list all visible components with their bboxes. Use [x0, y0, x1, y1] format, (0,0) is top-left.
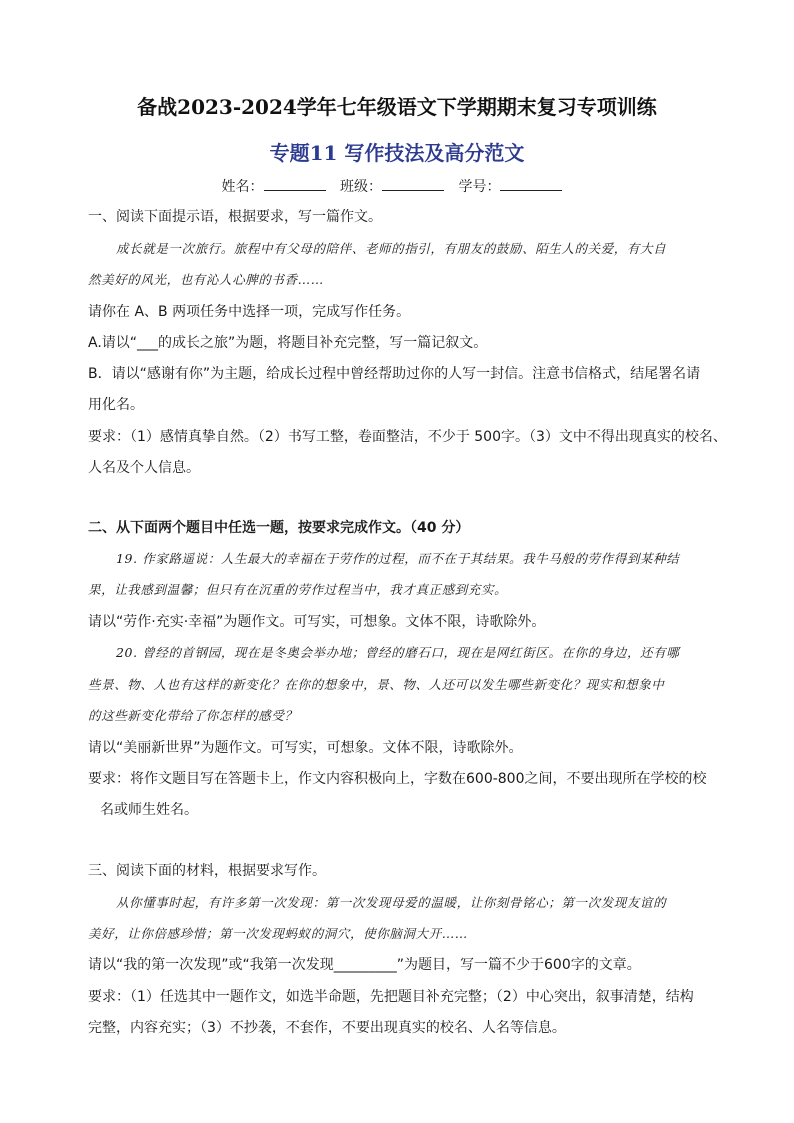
section-1-body-line: 人名及个人信息。: [88, 460, 200, 476]
section-1-prompt-line: 成长就是一次旅行。旅程中有父母的陪伴、老师的指引，有朋友的鼓励、陌生人的关爱，有大自: [116, 241, 667, 256]
id-blank[interactable]: [500, 176, 562, 191]
item-19-line: 果，让我感到温馨；但只有在沉重的劳作过程当中，我才真正感到充实。: [88, 582, 508, 597]
section-1-heading: 一、阅读下面提示语，根据要求，写一篇作文。: [88, 209, 382, 225]
section-2-requirement-line: 名或师生姓名。: [100, 802, 198, 818]
item-19-task: 请以“劳作·充实·幸福”为题作文。可写实，可想象。文体不限，诗歌除外。: [88, 614, 546, 630]
section-3-prompt-line: 从你懂事时起，有许多第一次发现：第一次发现母爱的温暖，让你刻骨铭心；第一次发现友谊的: [116, 895, 667, 910]
item-20-task: 请以“美丽新世界”为题作文。可写实，可想象。文体不限，诗歌除外。: [88, 740, 523, 756]
section-1-body-line: 要求：（1）感情真挚自然。（2）书写工整，卷面整洁，不少于 500字。（3）文中不得出现真实的校名、: [88, 429, 727, 445]
section-1-body-line: B．请以“感谢有你”为主题，给成长过程中曾经帮助过你的人写一封信。注意书信格式，结尾署名请: [88, 366, 701, 382]
section-3-prompt-line: 美好，让你倍感珍惜；第一次发现蚂蚁的洞穴，使你脑洞大开……: [88, 926, 468, 941]
section-3-task: 请以“我的第一次发现”或“我第一次发现_________”为题目，写一篇不少于600字的文章。: [88, 957, 641, 973]
item-20-line: 些景、物、人也有这样的新变化？在你的想象中，景、物、人还可以发生哪些新变化？现实和想象中: [88, 677, 665, 692]
section-2-heading: 二、从下面两个题目中任选一题，按要求完成作文。（40 分）: [88, 520, 470, 536]
student-info-row: [0, 176, 794, 197]
item-20-line: 20. 曾经的首钢园，现在是冬奥会举办地；曾经的磨石口，现在是网红街区。在你的身边，还有哪: [116, 645, 680, 660]
class-blank[interactable]: [382, 176, 444, 191]
section-1-body-line: A.请以“___的成长之旅”为题，将题目补充完整，写一篇记叙文。: [88, 335, 488, 351]
section-3-heading: 三、阅读下面的材料，根据要求写作。: [88, 863, 326, 879]
document-subtitle: 专题11 写作技法及高分范文: [269, 141, 525, 165]
section-2-requirement-line: 要求：将作文题目写在答题卡上，作文内容积极向上，字数在600-800之间，不要出现所在学校的校: [88, 771, 707, 787]
item-19-line: 19. 作家路遥说：人生最大的幸福在于劳作的过程，而不在于其结果。我牛马般的劳作得到某种结: [116, 551, 680, 566]
section-1-body-line: 请你在 A、B 两项任务中选择一项，完成写作任务。: [88, 304, 411, 320]
id-label: 学号：: [458, 179, 501, 195]
section-3-requirement-line: 完整，内容充实；（3）不抄袭，不套作，不要出现真实的校名、人名等信息。: [88, 1020, 566, 1036]
item-20-line: 的这些新变化带给了你怎样的感受？: [88, 708, 298, 723]
section-1-body-line: 用化名。: [88, 397, 144, 413]
document-title: 备战2023-2024学年七年级语文下学期期末复习专项训练: [137, 95, 657, 119]
class-label: 班级：: [340, 179, 382, 195]
section-3-requirement-line: 要求：（1）任选其中一题作文，如选半命题，先把题目补充完整；（2）中心突出，叙事清楚，结构: [88, 989, 694, 1005]
section-1-prompt-line: 然美好的风光，也有沁人心脾的书香……: [88, 272, 324, 287]
name-label: 姓名：: [221, 179, 264, 195]
name-blank[interactable]: [264, 176, 326, 191]
